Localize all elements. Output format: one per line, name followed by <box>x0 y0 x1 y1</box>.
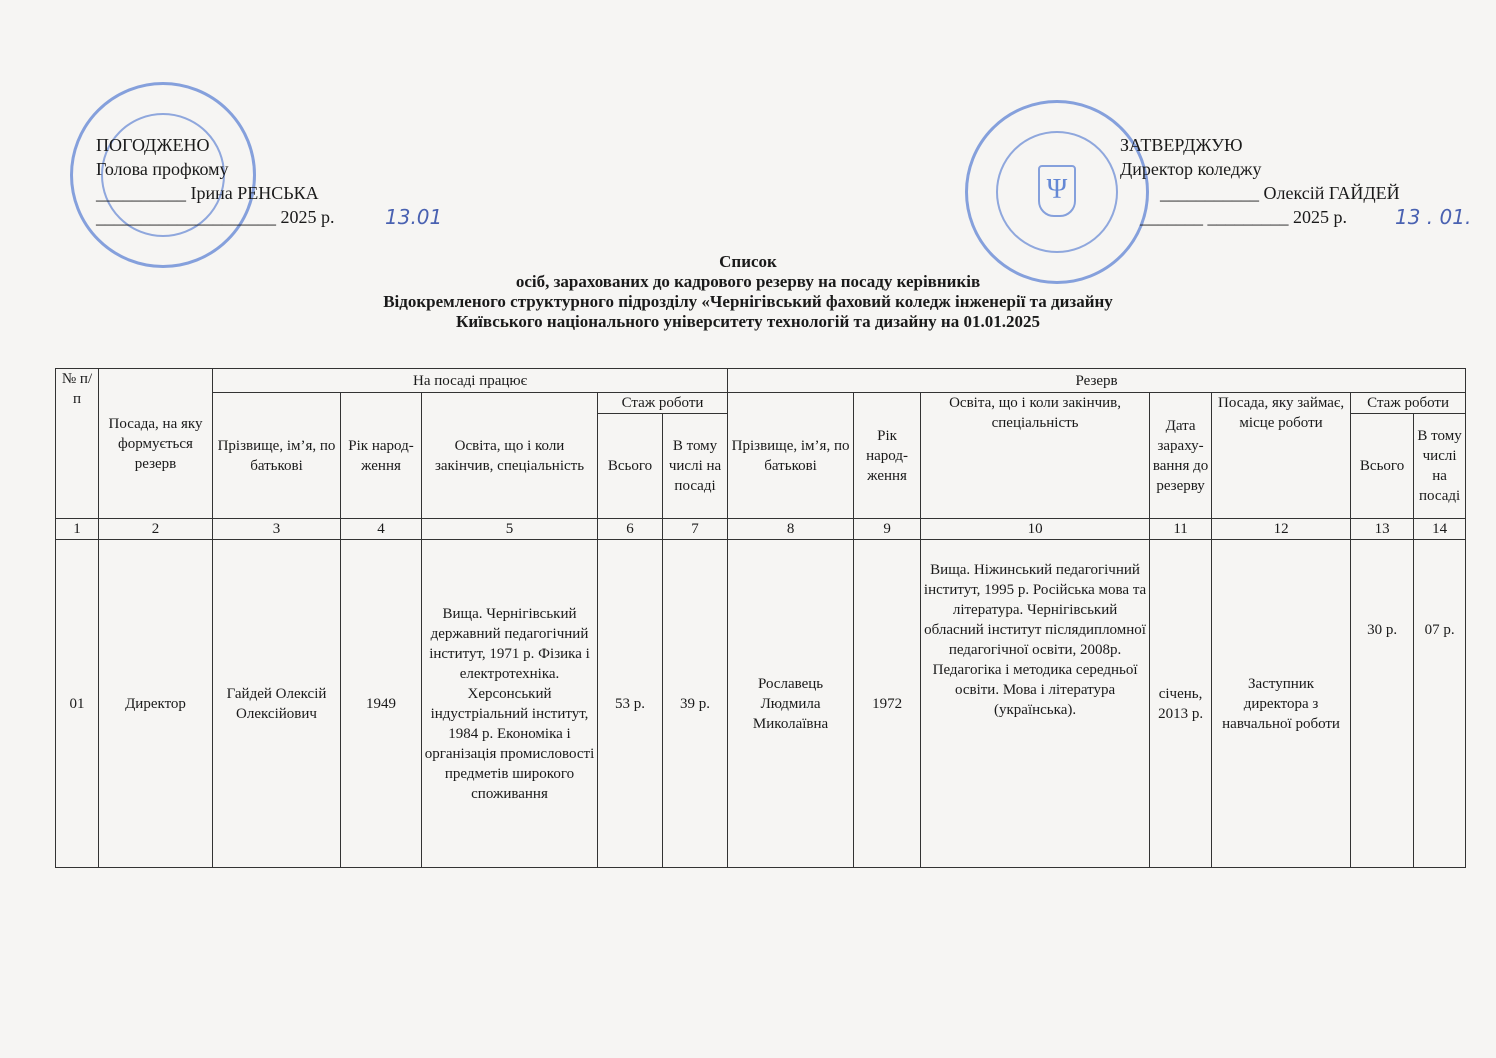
handwritten-date-right: 13 . 01. <box>1395 205 1472 229</box>
header-birth: Рік народ-ження <box>341 393 422 519</box>
header-group-current: На посаді працює <box>213 369 728 393</box>
title-line-3: Відокремленого структурного підрозділу «Чернігівський фаховий коледж інженерії та дизайну <box>383 292 1113 311</box>
column-numbers-row <box>56 519 1466 540</box>
cell-in-position: 39 р. <box>663 540 728 868</box>
title-line-2: осіб, зарахованих до кадрового резерву на посаду керівників <box>515 272 981 291</box>
header-reserve-position: Посада, яку займає, місце роботи <box>1212 393 1351 519</box>
col-number: 4 <box>341 519 422 540</box>
header-in-position: В тому числі на посаді <box>663 414 728 519</box>
handwritten-date-left: 13.01 <box>385 205 443 229</box>
header-group-reserve: Резерв <box>728 369 1466 393</box>
personnel-reserve-table <box>55 368 1466 868</box>
col-number: 1 <box>56 519 99 540</box>
cell-reserve-date: січень, 2013 р. <box>1150 540 1212 868</box>
col-number: 14 <box>1414 519 1466 540</box>
col-number: 13 <box>1351 519 1414 540</box>
header-reserve-education: Освіта, що і коли закінчив, спеціальність <box>921 393 1150 519</box>
approval-right-signature-line: ___________ Олексій ГАЙДЕЙ <box>1160 183 1400 203</box>
approval-left-date-line: ____________________ 2025 р. <box>96 207 335 227</box>
cell-reserve-birth: 1972 <box>854 540 921 868</box>
approval-left-signature-line: __________ Ірина РЕНСЬКА <box>96 183 319 203</box>
approval-right <box>1120 133 1261 181</box>
col-number: 3 <box>213 519 341 540</box>
col-number: 7 <box>663 519 728 540</box>
approval-right-position: Директор коледжу <box>1120 159 1262 179</box>
col-number: 8 <box>728 519 854 540</box>
col-number: 12 <box>1212 519 1351 540</box>
approval-left-position: Голова профкому <box>96 159 229 179</box>
document-title <box>0 252 1496 332</box>
header-total: Всього <box>598 414 663 519</box>
trident-emblem-icon: Ψ <box>1038 165 1076 217</box>
header-experience: Стаж роботи <box>598 393 728 414</box>
cell-reserve-position: Заступник директора з навчальної роботи <box>1212 540 1351 868</box>
cell-reserve-in-position: 07 р. <box>1414 540 1466 868</box>
approval-left <box>96 133 335 229</box>
header-reserve-experience: Стаж роботи <box>1351 393 1466 414</box>
cell-birth: 1949 <box>341 540 422 868</box>
title-line-4: Київського національного університету технологій та дизайну на 01.01.2025 <box>456 312 1040 331</box>
col-number: 5 <box>422 519 598 540</box>
col-number: 6 <box>598 519 663 540</box>
header-reserve-total: Всього <box>1351 414 1414 519</box>
header-reserve-birth: Рік народ-ження <box>854 393 921 519</box>
col-number: 10 <box>921 519 1150 540</box>
cell-reserve-name: Рославець Людмила Миколаївна <box>728 540 854 868</box>
approval-left-heading: ПОГОДЖЕНО <box>96 135 210 155</box>
cell-total: 53 р. <box>598 540 663 868</box>
col-number: 11 <box>1150 519 1212 540</box>
cell-name: Гайдей Олексій Олексійович <box>213 540 341 868</box>
header-reserve-date: Дата зараху-вання до резерву <box>1150 393 1212 519</box>
header-education: Освіта, що і коли закінчив, спеціальність <box>422 393 598 519</box>
header-position: Посада, на яку формується резерв <box>99 369 213 519</box>
header-reserve-name: Прізвище, ім’я, по батькові <box>728 393 854 519</box>
approval-right-heading: ЗАТВЕРДЖУЮ <box>1120 135 1243 155</box>
cell-reserve-total: 30 р. <box>1351 540 1414 868</box>
cell-position: Директор <box>99 540 213 868</box>
approval-right-date-line: _______ _________ 2025 р. <box>1140 207 1347 227</box>
table-row <box>56 540 1466 868</box>
header-num: № п/ п <box>56 369 99 519</box>
col-number: 9 <box>854 519 921 540</box>
col-number: 2 <box>99 519 213 540</box>
header-reserve-in-position: В тому числі на посаді <box>1414 414 1466 519</box>
cell-reserve-education: Вища. Ніжинський педагогічний інститут, 1995 р. Російська мова та література. Чернігівський обласний інститут післядипломної педагогічної освіти, 2008р. Педагогіка і методика середньої освіти. Мова і література (українська). <box>921 540 1150 868</box>
cell-education: Вища. Чернігівський державний педагогічний інститут, 1971 р. Фізика і електротехніка. Херсонський індустріальний інститут, 1984 р. Економіка і організація промисловості предметів широкого споживання <box>422 540 598 868</box>
title-line-1: Список <box>719 252 777 271</box>
cell-num: 01 <box>56 540 99 868</box>
header-name: Прізвище, ім’я, по батькові <box>213 393 341 519</box>
